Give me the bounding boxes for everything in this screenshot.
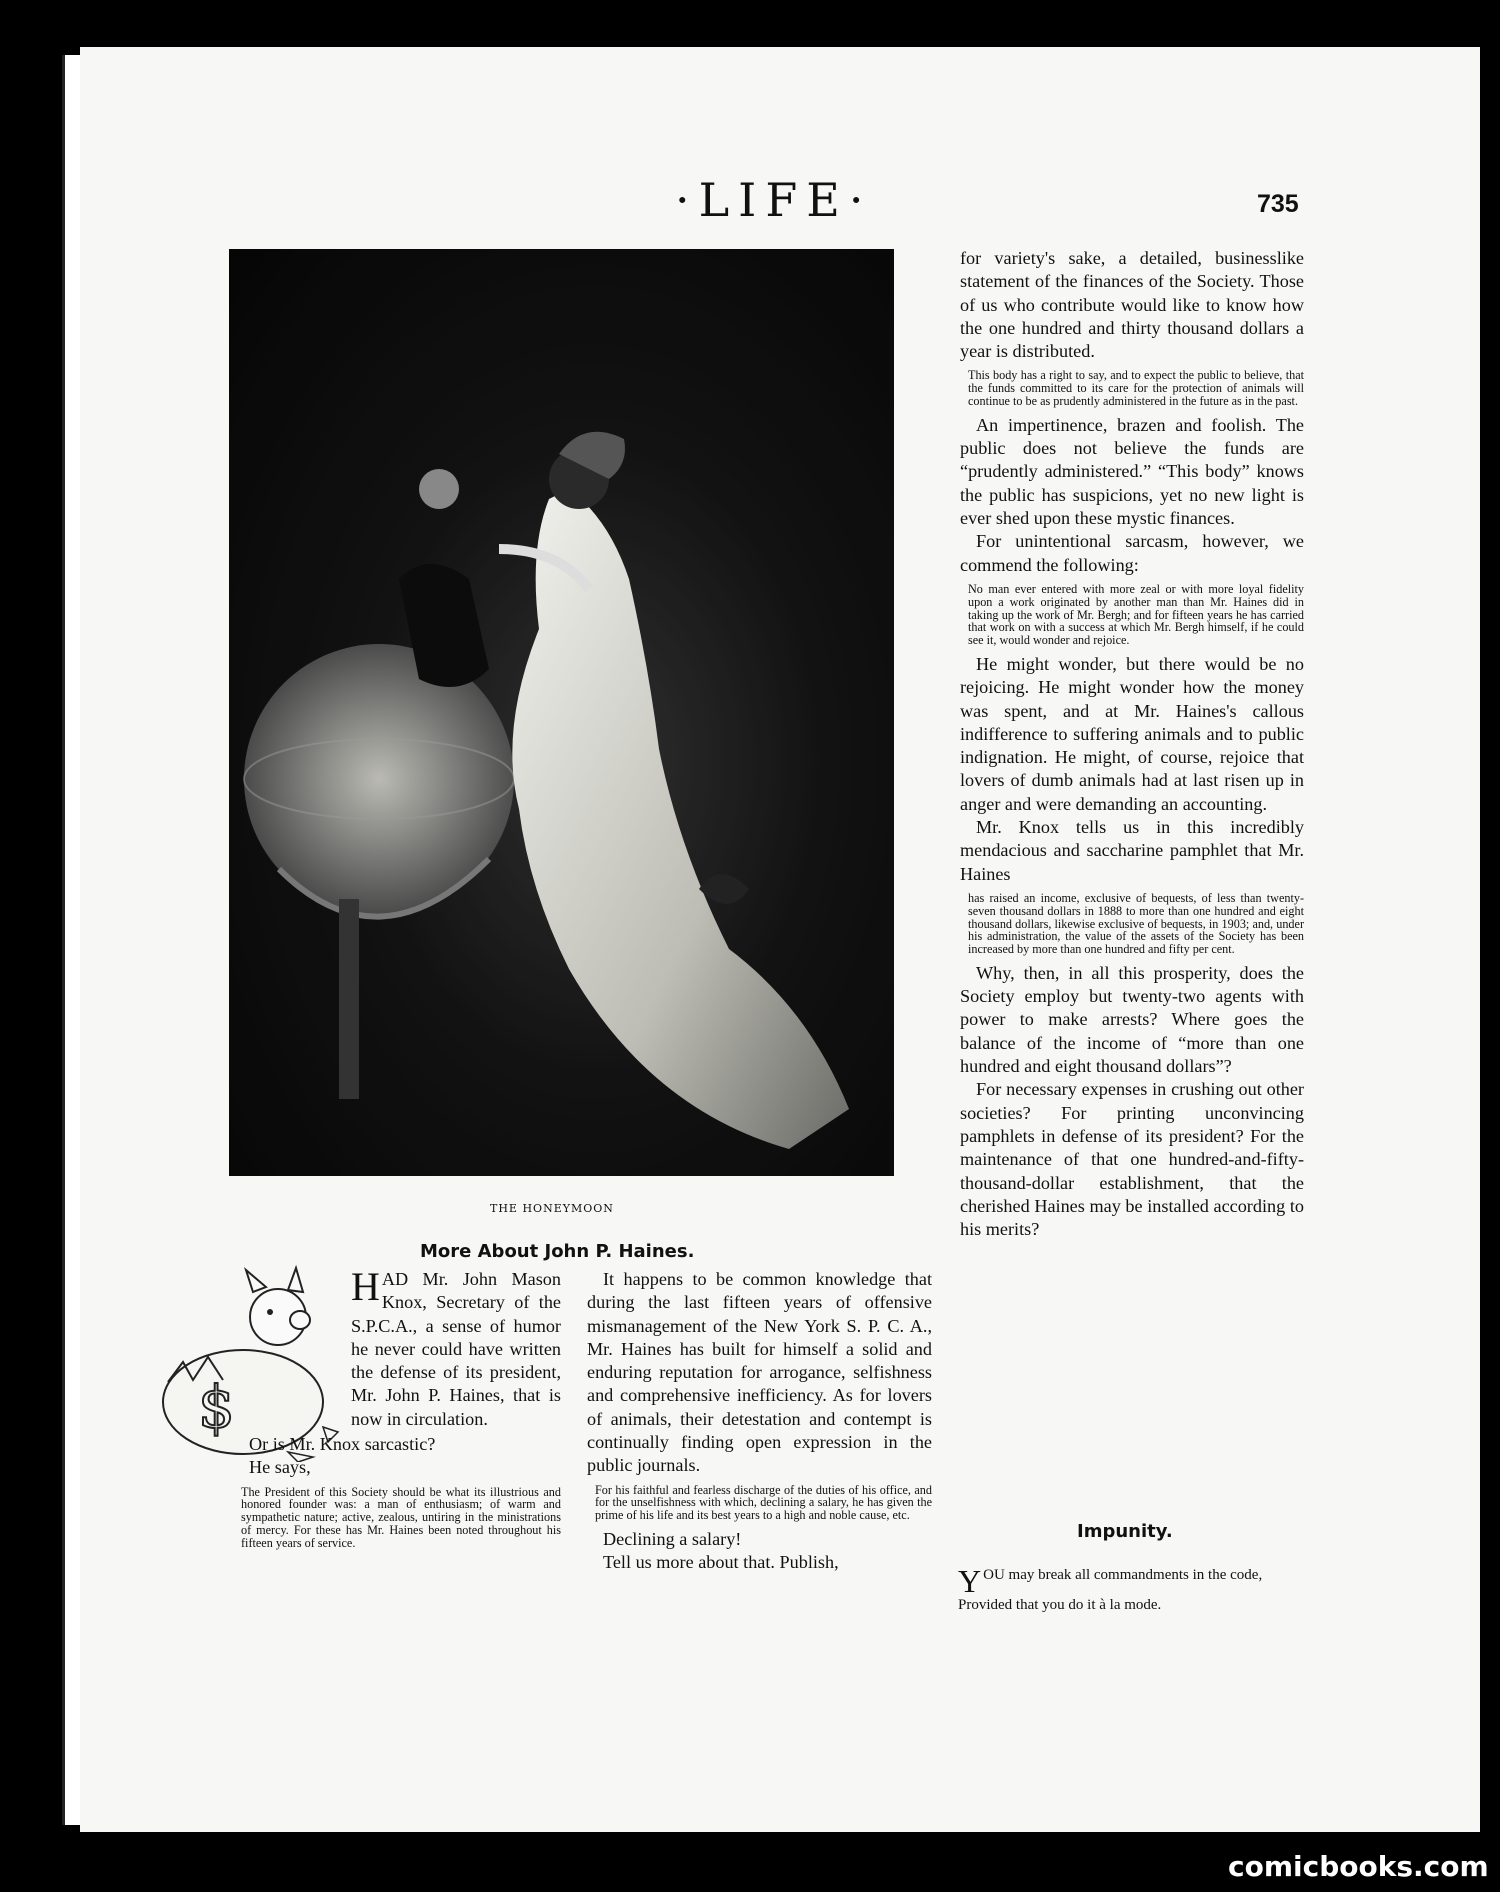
paragraph: He says, — [249, 1457, 311, 1478]
poem-body — [958, 1565, 1304, 1615]
poem-line-1 — [958, 1563, 1304, 1599]
paragraph: He might wonder, but there would be no rejoicing. He might wonder how the money was spent, and at Mr. Haines's callous indifference to suffering animals and to public indignation. He might, of course, rejoice that lovers of dumb animals had at last risen up in anger and were demanding an accounting. — [960, 653, 1304, 814]
article-title: More About John P. Haines. — [420, 1241, 695, 1262]
paragraph: Mr. Knox tells us in this incredibly mendacious and saccharine pamphlet that Mr. Haines — [960, 817, 1304, 884]
paragraph: An impertinence, brazen and foolish. The public does not believe the funds are “prudently administered.” “This body” knows the public has suspicions, yet no new light is ever shed upon these mystic finances. — [960, 414, 1304, 529]
illustration-caption: THE HONEYMOON — [490, 1202, 614, 1215]
dropcap: H — [351, 1264, 380, 1309]
poem-title: Impunity. — [1077, 1521, 1173, 1542]
honeymoon-illustration — [229, 249, 894, 1176]
article-opening — [351, 1264, 561, 1431]
masthead: ·LIFE· — [675, 173, 873, 227]
poem-line-text: OU may break all commandments in the code, — [983, 1567, 1263, 1583]
block-quote: For his faithful and fearless discharge of the duties of his office, and for the unselfishness with which, declining a salary, he has given the prime of his life and its best years to a high and noble cause, etc. — [595, 1482, 932, 1523]
paragraph: Declining a salary! — [603, 1529, 742, 1550]
paragraph: Or is Mr. Knox sarcastic? — [249, 1434, 436, 1455]
poem-line-2: Provided that you do it à la mode. — [958, 1597, 1162, 1613]
article-column-2 — [587, 1268, 932, 1575]
block-quote: This body has a right to say, and to expect the public to believe, that the funds committed to its care for the protection of animals will continue to be as prudently administered in the future as in the past. — [968, 368, 1304, 409]
paragraph: For necessary expenses in crushing out other societies? For printing unconvincing pamphlets in defense of its president? For the maintenance of that one hundred-and-fifty-thousand-dollar establishment, that the cherished Haines may be installed according to his merits? — [960, 1079, 1304, 1240]
paragraph: Why, then, in all this prosperity, does the Society employ but twenty-two agents with power to make arrests? Where goes the balance of the income of “more than one hundred and eight thousand dollars”? — [960, 962, 1304, 1077]
block-quote: No man ever entered with more zeal or with more loyal fidelity upon a work originated by another man than Mr. Haines did in taking up the work of Mr. Bergh; and for fifteen years he has carried that work on with a success at which Mr. Bergh himself, if he could see it, would wonder and rejoice. — [968, 581, 1304, 648]
page-number: 735 — [1257, 190, 1299, 218]
block-quote: The President of this Society should be what its illustrious and honored founder was: a man of enthusiasm; of warm and sympathetic nature; active, zealous, untiring in the ministrations of mercy. For these has Mr. Haines been noted throughout his fifteen years of service. — [241, 1484, 561, 1550]
paragraph: For unintentional sarcasm, however, we commend the following: — [960, 531, 1304, 575]
paragraph: AD Mr. John Mason Knox, Secretary of the S.P.C.A., a sense of humor he never could have written the defense of its president, Mr. John P. Haines, that is now in circulation. — [351, 1269, 561, 1429]
dropcap: Y — [958, 1563, 982, 1599]
paragraph: Tell us more about that. Publish, — [603, 1552, 839, 1573]
svg-text:$: $ — [198, 1373, 235, 1441]
paragraph: It happens to be common knowledge that during the last fifteen years of offensive mismanagement of the New York S. P. C. A., Mr. Haines has built for himself a solid and enduring reputation for arrogance, selfishness and comprehensive inefficiency. As for lovers of animals, their detestation and contempt is continually finding open expression in the public journals. — [587, 1269, 932, 1476]
article-column-3 — [960, 247, 1304, 1241]
paragraph: for variety's sake, a detailed, businesslike statement of the finances of the Society. Those of us who contribute would like to know how the one hundred and thirty thousand dollars a year is distributed. — [960, 248, 1304, 362]
block-quote: has raised an income, exclusive of bequests, of less than twenty-seven thousand dollars in 1888 to more than one hundred and eight thousand dollars, likewise exclusive of bequests, in 1903; and, under his administration, the value of the assets of the Society has been increased by more than one hundred and fifty per cent. — [968, 890, 1304, 957]
couple-at-globe-image — [229, 249, 894, 1176]
watermark: comicbooks.com — [1228, 1850, 1489, 1883]
article-column-1 — [233, 1264, 561, 1556]
